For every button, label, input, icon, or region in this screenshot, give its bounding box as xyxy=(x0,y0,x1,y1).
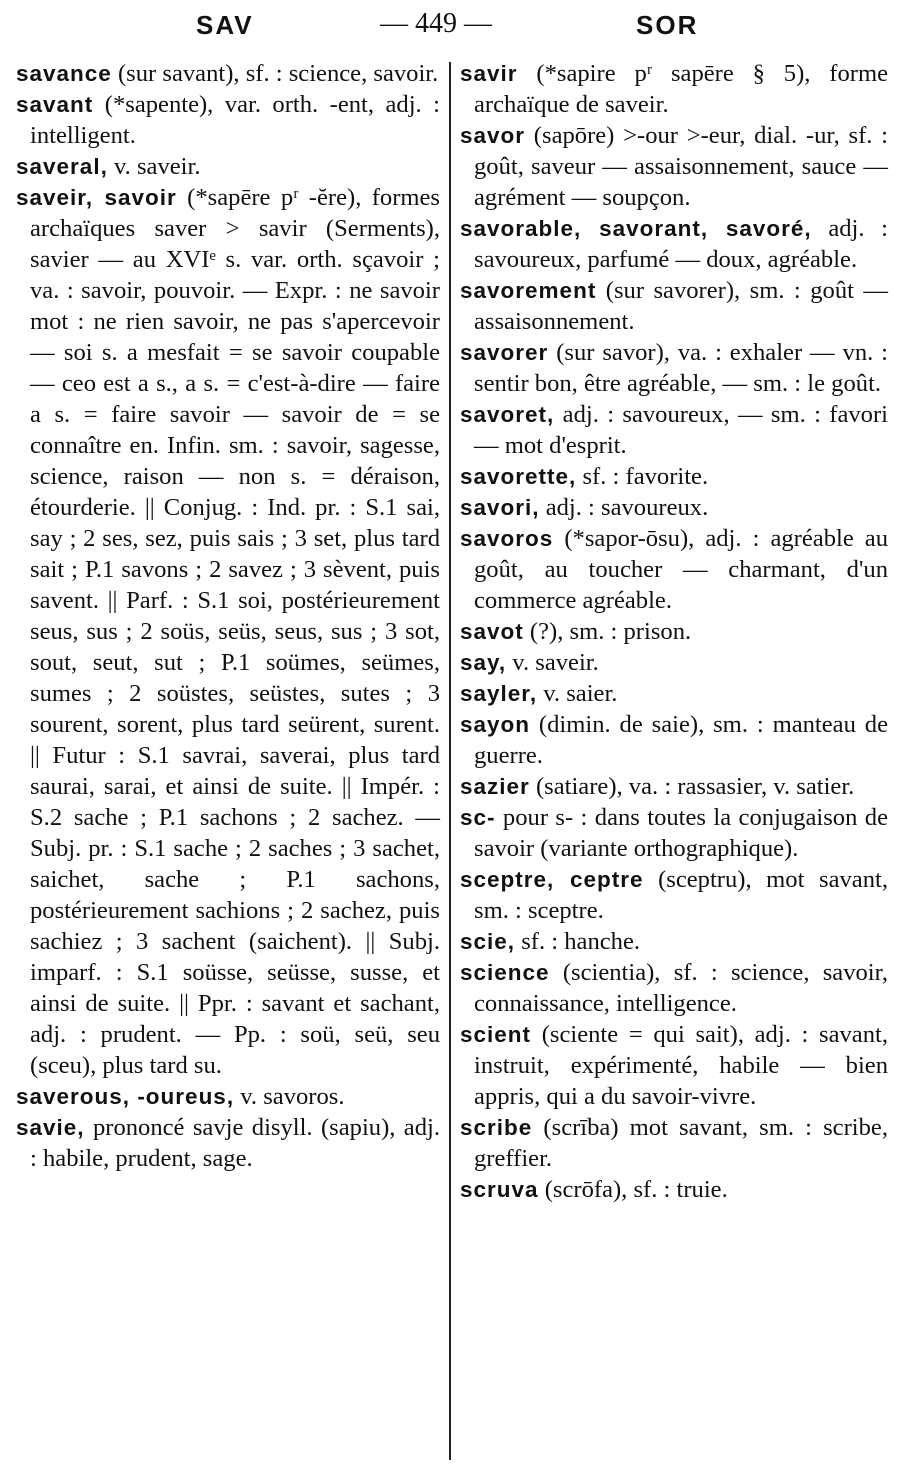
left-running-headword: SAV xyxy=(196,10,254,40)
entry-headword: scruva xyxy=(460,1177,539,1202)
entry-definition: pour s- : dans toutes la conjugaison de savoir (variante orthographique). xyxy=(474,804,888,862)
dictionary-entry xyxy=(460,58,888,120)
entry-definition: (sur savor), va. : exhaler — vn. : sentir bon, être agréable, — sm. : le goût. xyxy=(474,339,888,397)
entry-headword: savot xyxy=(460,619,524,644)
entry-headword: say, xyxy=(460,650,507,675)
entry-definition: (satiare), va. : rassasier, v. satier. xyxy=(529,773,855,800)
dictionary-entry xyxy=(460,1019,888,1112)
dictionary-entry xyxy=(16,1112,440,1174)
dictionary-entry xyxy=(460,864,888,926)
entry-definition: (scientia), sf. : science, savoir, connaissance, intelligence. xyxy=(474,959,888,1017)
entry-headword: saverous, -oureus, xyxy=(16,1084,235,1109)
dictionary-entry xyxy=(16,1081,440,1112)
entry-headword: savorable, savorant, savoré, xyxy=(460,216,812,241)
entry-definition: prononcé savje disyll. (sapiu), adj. : habile, prudent, sage. xyxy=(30,1114,440,1172)
dictionary-entry xyxy=(460,678,888,709)
entry-definition: (sceptru), mot savant, sm. : sceptre. xyxy=(474,866,888,924)
dictionary-entry xyxy=(460,399,888,461)
entry-definition: (*sapēre pʳ -ĕre), formes archaïques saver > savir (Serments), savier — au XVIᵉ s. var. orth. sçavoir ; va. : savoir, pouvoir. — Expr. : ne savoir mot : ne rien savoir, ne pas s'apercevoir — soi s. a mesfait = se savoir coupable — ceo est a s., a s. = c'est-à-dire — faire a s. = faire savoir — savoir de = se connaître en. Infin. sm. : savoir, sagesse, science, raison — non s. = déraison, étourderie. || Conjug. : Ind. pr. : S.1 sai, say ; 2 ses, sez, puis sais ; 3 set, plus tard sait ; P.1 savons ; 2 savez ; 3 sèvent, puis savent. || Parf. : S.1 soi, postérieurement seus, sus ; 2 soüs, seüs, seus, sus ; 3 sot, sout, seut, sut ; P.1 soümes, seümes, sumes ; 2 soüstes, seüstes, sutes ; 3 sourent, sorent, plus tard seürent, surent. || Futur : S.1 savrai, saverai, plus tard saurai, sarai, et ainsi de suite. || Impér. : S.2 sache ; P.1 sachons ; 2 sachez. — Subj. pr. : S.1 sache ; 2 saches ; 3 sachet, saichet, sache ; P.1 sachons, postérieurement sachions ; 2 sachez, puis sachiez ; 3 sachent (saichent). || Subj. imparf. : S.1 soüsse, seüsse, susse, et ainsi de suite. || Ppr. : savant et sachant, adj. : prudent. — Pp. : soü, seü, seu (sceu), plus tard su. xyxy=(30,184,440,1079)
dictionary-entry xyxy=(460,213,888,275)
entry-headword: scient xyxy=(460,1022,532,1047)
entry-definition: (dimin. de saie), sm. : manteau de guerre. xyxy=(474,711,888,769)
entry-definition: (*sapire pʳ sapēre § 5), forme archaïque de saveir. xyxy=(474,60,888,118)
dictionary-entry xyxy=(16,151,440,182)
dictionary-entry xyxy=(460,337,888,399)
entry-definition: v. savoros. xyxy=(234,1083,345,1110)
entry-headword: saveral, xyxy=(16,154,108,179)
dictionary-entry xyxy=(460,957,888,1019)
dictionary-entry xyxy=(460,1112,888,1174)
dictionary-entry xyxy=(16,182,440,1081)
entry-headword: savoros xyxy=(460,526,554,551)
dictionary-entry xyxy=(460,275,888,337)
dictionary-entry xyxy=(460,647,888,678)
dictionary-entry xyxy=(460,771,888,802)
right-column xyxy=(460,58,888,1205)
dictionary-entry xyxy=(460,926,888,957)
entry-headword: savoret, xyxy=(460,402,555,427)
entry-definition: (*sapente), var. orth. -ent, adj. : intelligent. xyxy=(30,91,440,149)
entry-definition: (sapōre) >-our >-eur, dial. -ur, sf. : goût, saveur — assaisonnement, sauce — agrément — soupçon. xyxy=(474,122,888,211)
entry-headword: savori, xyxy=(460,495,540,520)
entry-definition: v. saveir. xyxy=(506,649,599,676)
dictionary-entry xyxy=(460,709,888,771)
entry-headword: savorer xyxy=(460,340,549,365)
entry-definition: adj. : savoureux, — sm. : favori — mot d'esprit. xyxy=(474,401,888,459)
entry-headword: savance xyxy=(16,61,112,86)
entry-headword: scribe xyxy=(460,1115,533,1140)
entry-headword: sayler, xyxy=(460,681,538,706)
dictionary-entry xyxy=(460,492,888,523)
entry-definition: sf. : hanche. xyxy=(515,928,641,955)
entry-headword: sc- xyxy=(460,805,496,830)
dictionary-entry xyxy=(460,616,888,647)
entry-headword: savir xyxy=(460,61,518,86)
entry-definition: (scrība) mot savant, sm. : scribe, greffier. xyxy=(474,1114,888,1172)
entry-definition: (sur savant), sf. : science, savoir. xyxy=(111,60,439,87)
left-column xyxy=(16,58,440,1174)
right-running-headword: SOR xyxy=(636,10,699,40)
entry-definition: v. saier. xyxy=(537,680,618,707)
dictionary-entry xyxy=(16,58,440,89)
entry-definition: sf. : favorite. xyxy=(576,463,709,490)
column-divider xyxy=(449,62,451,1460)
entry-headword: savor xyxy=(460,123,526,148)
entry-headword: sceptre, ceptre xyxy=(460,867,644,892)
dictionary-entry xyxy=(460,461,888,492)
page-number: — 449 — xyxy=(380,8,492,39)
entry-definition: adj. : savoureux. xyxy=(539,494,709,521)
entry-definition: (sur savorer), sm. : goût — assaisonnement. xyxy=(474,277,888,335)
entry-headword: savorement xyxy=(460,278,597,303)
entry-definition: (*sapor-ōsu), adj. : agréable au goût, au toucher — charmant, d'un commerce agréable. xyxy=(474,525,888,614)
dictionary-entry xyxy=(460,120,888,213)
entry-definition: adj. : savoureux, parfumé — doux, agréable. xyxy=(474,215,888,273)
entry-definition: (?), sm. : prison. xyxy=(523,618,692,645)
entry-headword: sayon xyxy=(460,712,531,737)
entry-headword: science xyxy=(460,960,550,985)
entry-headword: savorette, xyxy=(460,464,577,489)
entry-headword: savant xyxy=(16,92,94,117)
dictionary-entry xyxy=(16,89,440,151)
running-header xyxy=(0,6,912,46)
dictionary-entry xyxy=(460,802,888,864)
entry-headword: scie, xyxy=(460,929,516,954)
entry-headword: saveir, savoir xyxy=(16,185,177,210)
dictionary-entry xyxy=(460,523,888,616)
entry-headword: sazier xyxy=(460,774,530,799)
entry-definition: v. saveir. xyxy=(107,153,201,180)
entry-definition: (scrōfa), sf. : truie. xyxy=(538,1176,728,1203)
entry-headword: savie, xyxy=(16,1115,85,1140)
entry-definition: (sciente = qui sait), adj. : savant, instruit, expérimenté, habile — bien appris, qui a du savoir-vivre. xyxy=(474,1021,888,1110)
dictionary-entry xyxy=(460,1174,888,1205)
